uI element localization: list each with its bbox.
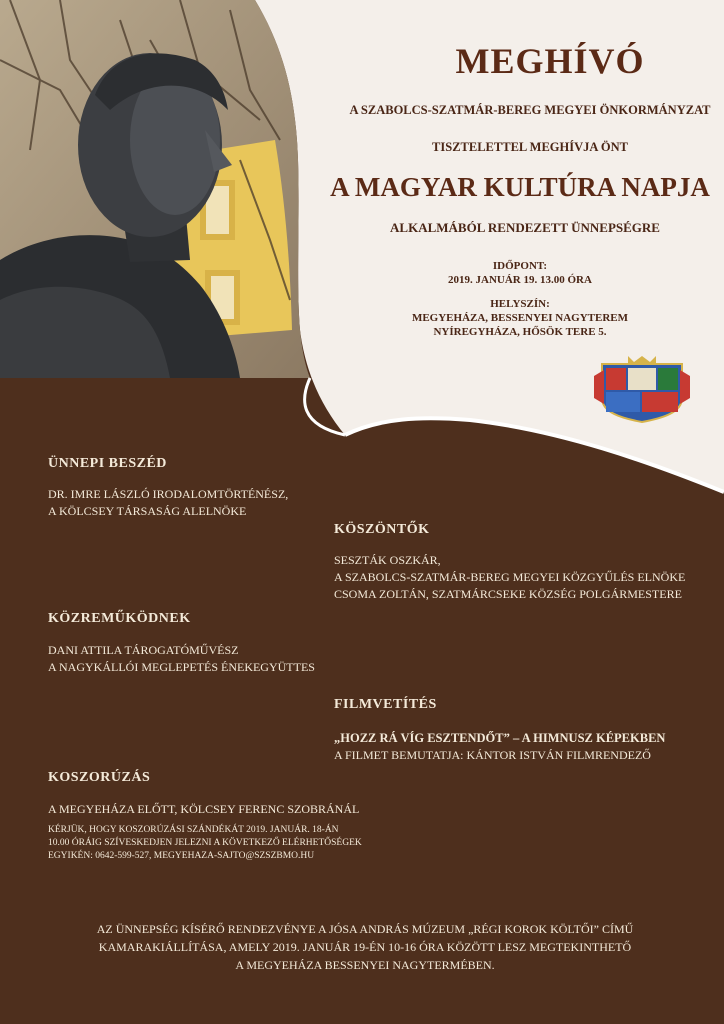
greetings-line-2: A SZABOLCS-SZATMÁR-BEREG MEGYEI KÖZGYŰLÉS ELNÖKE xyxy=(334,570,686,584)
film-title: „HOZZ RÁ VÍG ESZTENDŐT” – A HIMNUSZ KÉPEKBEN xyxy=(334,731,666,745)
invites-line: TISZTELETTEL MEGHÍVJA ÖNT xyxy=(432,140,628,154)
performers-heading: KÖZREMŰKÖDNEK xyxy=(48,611,191,626)
occasion-line: ALKALMÁBÓL RENDEZETT ÜNNEPSÉGRE xyxy=(390,220,660,235)
greetings-line-1: SESZTÁK OSZKÁR, xyxy=(334,553,441,567)
speech-line-1: DR. IMRE LÁSZLÓ IRODALOMTÖRTÉNÉSZ, xyxy=(48,487,289,501)
place-label: HELYSZÍN: xyxy=(490,298,550,310)
footer-line-2: KAMARAKIÁLLÍTÁSA, AMELY 2019. JANUÁR 19-ÉN 10-16 ÓRA KÖZÖTT LESZ MEGTEKINTHETŐ xyxy=(98,940,632,954)
performers-line-1: DANI ATTILA TÁROGATÓMŰVÉSZ xyxy=(48,643,239,657)
wreath-note-1: KÉRJÜK, HOGY KOSZORÚZÁSI SZÁNDÉKÁT 2019. JANUÁR. 18-ÁN xyxy=(48,825,339,835)
wreath-note-2: 10.00 ÓRÁIG SZÍVESKEDJEN JELEZNI A KÖVETKEZŐ ELÉRHETŐSÉGEK xyxy=(48,838,362,848)
film-presenter: A FILMET BEMUTATJA: KÁNTOR ISTVÁN FILMRENDEZŐ xyxy=(334,748,651,762)
invitation-title: MEGHÍVÓ xyxy=(455,41,645,81)
speech-line-2: A KÖLCSEY TÁRSASÁG ALELNÖKE xyxy=(48,504,247,518)
performers-line-2: A NAGYKÁLLÓI MEGLEPETÉS ÉNEKEGYÜTTES xyxy=(48,660,315,674)
footer-line-1: AZ ÜNNEPSÉG KÍSÉRŐ RENDEZVÉNYE A JÓSA ANDRÁS MÚZEUM „RÉGI KOROK KÖLTŐI” CÍMŰ xyxy=(96,922,634,936)
time-label: IDŐPONT: xyxy=(492,260,548,272)
footer-line-3: A MEGYEHÁZA BESSENYEI NAGYTERMÉBEN. xyxy=(235,958,495,972)
greetings-heading: KÖSZÖNTŐK xyxy=(334,522,430,537)
organizer-line: A SZABOLCS-SZATMÁR-BEREG MEGYEI ÖNKORMÁNYZAT xyxy=(349,103,711,117)
greetings-line-3: CSOMA ZOLTÁN, SZATMÁRCSEKE KÖZSÉG POLGÁRMESTERE xyxy=(334,587,682,601)
place-line-2: NYÍREGYHÁZA, HŐSÖK TERE 5. xyxy=(433,326,607,338)
footer-note xyxy=(60,920,670,974)
time-value: 2019. JANUÁR 19. 13.00 ÓRA xyxy=(448,274,592,286)
statue-photo xyxy=(0,0,310,378)
wreath-heading: KOSZORÚZÁS xyxy=(48,770,151,785)
event-title: A MAGYAR KULTÚRA NAPJA xyxy=(330,172,710,202)
film-heading: FILMVETÍTÉS xyxy=(334,697,437,712)
speech-heading: ÜNNEPI BESZÉD xyxy=(48,456,167,471)
place-line-1: MEGYEHÁZA, BESSENYEI NAGYTEREM xyxy=(411,312,629,324)
wreath-note-3: EGYIKÉN: 0642-599-527, MEGYEHAZA-SAJTO@SZSZBMO.HU xyxy=(48,851,315,861)
wreath-location: A MEGYEHÁZA ELŐTT, KÖLCSEY FERENC SZOBRÁNÁL xyxy=(48,802,360,816)
